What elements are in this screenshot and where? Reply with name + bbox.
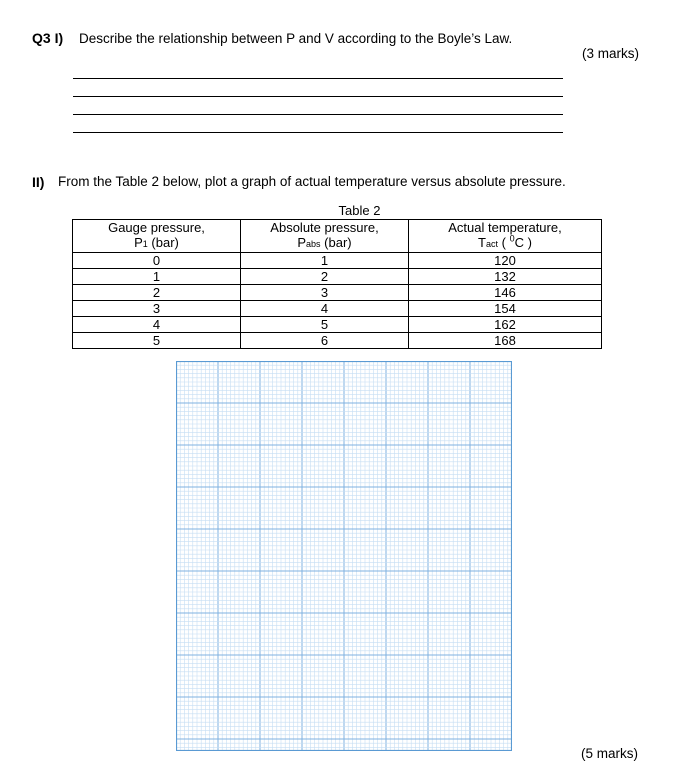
table-row	[73, 253, 602, 269]
answer-line	[73, 96, 563, 97]
table-row	[73, 333, 602, 349]
question-1-marks: (3 marks)	[582, 46, 639, 61]
table-cell: 5	[241, 317, 409, 333]
table-cell: 146	[409, 285, 602, 301]
header-absolute-pressure: Absolute pressure, Pabs (bar)	[241, 220, 409, 253]
table-cell: 168	[409, 333, 602, 349]
table-cell: 1	[241, 253, 409, 269]
data-table	[72, 219, 602, 349]
graph-paper	[176, 361, 512, 751]
table-row	[73, 301, 602, 317]
question-2-text: From the Table 2 below, plot a graph of actual temperature versus absolute pressure.	[58, 174, 566, 189]
question-1-label: Q3 I)	[32, 30, 64, 46]
table-cell: 132	[409, 269, 602, 285]
answer-line	[73, 78, 563, 79]
table-cell: 154	[409, 301, 602, 317]
question-2-label: II)	[32, 174, 45, 190]
table-row	[73, 269, 602, 285]
table-cell: 0	[73, 253, 241, 269]
table-header-row	[73, 220, 602, 253]
table-cell: 5	[73, 333, 241, 349]
question-1-text: Describe the relationship between P and V according to the Boyle’s Law.	[79, 31, 513, 46]
answer-line	[73, 132, 563, 133]
table-row	[73, 317, 602, 333]
table-cell: 3	[241, 285, 409, 301]
table-row	[73, 285, 602, 301]
table-cell: 162	[409, 317, 602, 333]
answer-line	[73, 114, 563, 115]
question-2-marks: (5 marks)	[581, 746, 638, 761]
table-cell: 3	[73, 301, 241, 317]
table-cell: 120	[409, 253, 602, 269]
table-cell: 2	[73, 285, 241, 301]
table-cell: 2	[241, 269, 409, 285]
header-gauge-pressure: Gauge pressure, P1 (bar)	[73, 220, 241, 253]
table-cell: 4	[241, 301, 409, 317]
table-cell: 1	[73, 269, 241, 285]
header-actual-temperature: Actual temperature, Tact ( $^0$C )	[409, 220, 602, 253]
table-cell: 4	[73, 317, 241, 333]
table-caption: Table 2	[338, 203, 381, 218]
table-cell: 6	[241, 333, 409, 349]
